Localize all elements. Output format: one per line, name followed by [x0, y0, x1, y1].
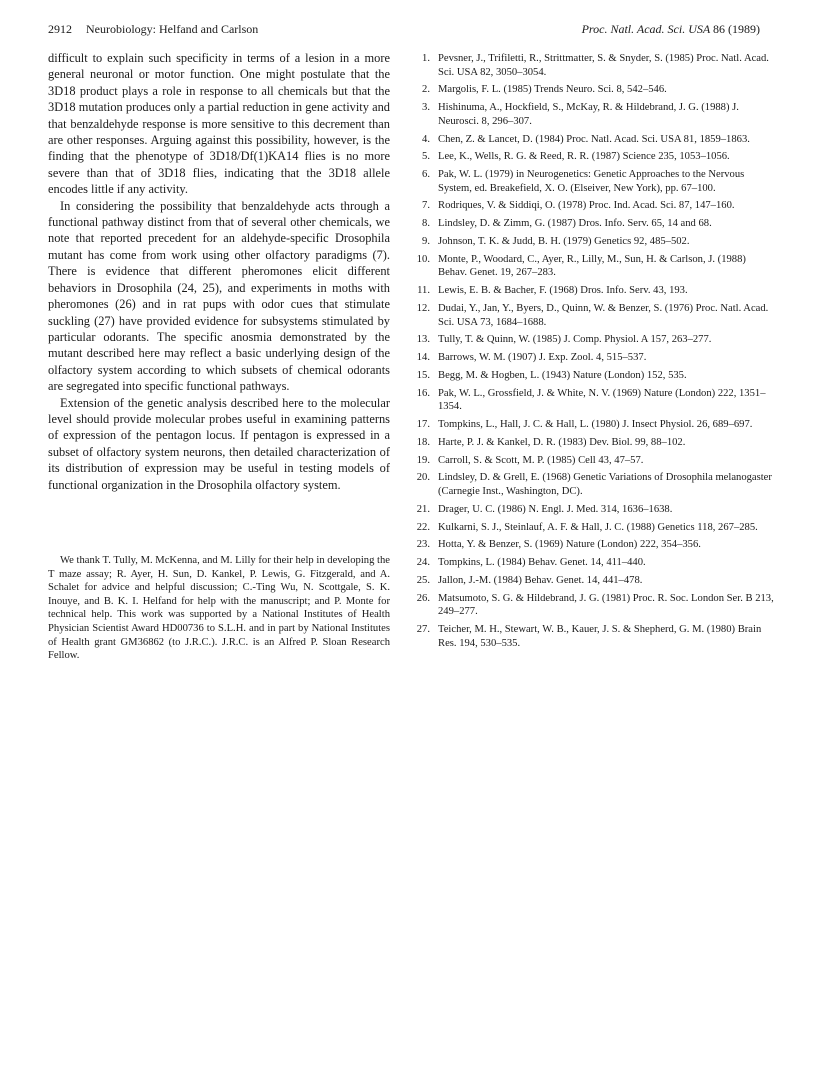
reference-text: Tully, T. & Quinn, W. (1985) J. Comp. Physiol. A 157, 263–277.: [438, 334, 712, 346]
reference-text: Carroll, S. & Scott, M. P. (1985) Cell 43, 47–57.: [438, 454, 644, 466]
reference-number: 2.: [422, 84, 430, 96]
header-left: [48, 22, 258, 37]
reference-text: Margolis, F. L. (1985) Trends Neuro. Sci. 8, 542–546.: [438, 84, 667, 96]
reference-number: 17.: [416, 419, 430, 431]
reference-number: 12.: [416, 302, 430, 314]
reference-number: 21.: [416, 503, 430, 515]
reference-item: [414, 436, 774, 450]
reference-number: 26.: [416, 592, 430, 604]
reference-text: Kulkarni, S. J., Steinlauf, A. F. & Hall, J. C. (1988) Genetics 118, 267–285.: [438, 521, 758, 533]
reference-text: Teicher, M. H., Stewart, W. B., Kauer, J. S. & Shepherd, G. M. (1980) Brain Res. 194, 530–535.: [438, 624, 762, 649]
reference-item: [414, 592, 774, 619]
reference-number: 3.: [422, 102, 430, 114]
reference-text: Lindsley, D. & Grell, E. (1968) Genetic Variations of Drosophila melanogaster (Carnegie Inst., Washington, DC).: [438, 472, 772, 497]
body-paragraph-3: Extension of the genetic analysis described here to the molecular level should provide molecular probes useful in examining patterns of expression of the pentagon locus. If pentagon is expressed in a subset of olfactory system neurons, then detailed characterization of its distribution of expression may be useful in testing models of functional organization in the Drosophila olfactory system.: [48, 395, 390, 492]
reference-text: Pak, W. L. (1979) in Neurogenetics: Genetic Approaches to the Nervous System, ed. Breakefield, X. O. (Elseiver, New York), pp. 67–100.: [438, 169, 745, 194]
reference-number: 19.: [416, 454, 430, 466]
body-paragraph-1: difficult to explain such specificity in terms of a lesion in a more general neuronal or motor function. One might postulate that the 3D18 product plays a role in response to all chemicals but that the 3D18 mutation produces only a partial reduction in gene activity and that benzaldehyde response is more sensitive to this decrement than are other responses. Arguing against this possibility, however, is the finding that the phenotype of 3D18/Df(1)KA14 flies is no more severe than that of 3D18 flies, indicating that the 3D18 allele encodes little if any activity.: [48, 51, 390, 197]
reference-text: Drager, U. C. (1986) N. Engl. J. Med. 314, 1636–1638.: [438, 503, 673, 515]
reference-number: 23.: [416, 539, 430, 551]
reference-item: [414, 574, 774, 588]
reference-item: [414, 538, 774, 552]
reference-number: 16.: [416, 387, 430, 399]
reference-number: 13.: [416, 334, 430, 346]
reference-item: [414, 302, 774, 329]
page-header: [48, 22, 760, 42]
reference-number: 9.: [422, 236, 430, 248]
reference-item: [414, 253, 774, 280]
reference-number: 10.: [416, 253, 430, 265]
reference-item: [414, 521, 774, 535]
reference-number: 15.: [416, 369, 430, 381]
reference-text: Jallon, J.-M. (1984) Behav. Genet. 14, 441–478.: [438, 574, 643, 586]
reference-item: [414, 284, 774, 298]
reference-text: Pak, W. L., Grossfield, J. & White, N. V. (1969) Nature (London) 222, 1351–1354.: [438, 387, 766, 413]
reference-text: Matsumoto, S. G. & Hildebrand, J. G. (1981) Proc. R. Soc. London Ser. B 213, 249–277.: [438, 592, 774, 618]
reference-number: 20.: [416, 472, 430, 484]
acknowledgment-text: We thank T. Tully, M. McKenna, and M. Lilly for their help in developing the T maze assay; R. Ayer, H. Sun, D. Kankel, P. Lewis, G. Fitzgerald, and A. Schalet for advice and helpful discussion; C.-Ting Wu, N. Scottgale, S. K. Inouye, and B. K. I. Helfand for help with the manuscript; and P. Monte for technical help. This work was supported by a National Institutes of Health Physician Scientist Award HD00736 to S.L.H. and in part by National Institutes of Health grant GM36862 (to J.R.C.). J.R.C. is an Alfred P. Sloan Research Fellow.: [48, 555, 390, 662]
reference-number: 24.: [416, 557, 430, 569]
reference-text: Begg, M. & Hogben, L. (1943) Nature (London) 152, 535.: [438, 369, 687, 381]
reference-item: [414, 556, 774, 570]
reference-item: [414, 150, 774, 164]
reference-item: [414, 217, 774, 231]
reference-item: [414, 52, 774, 79]
reference-item: [414, 471, 774, 498]
reference-text: Monte, P., Woodard, C., Ayer, R., Lilly, M., Sun, H. & Carlson, J. (1988) Behav. Genet. 19, 267–283.: [438, 253, 746, 279]
reference-number: 14.: [416, 352, 430, 364]
reference-number: 22.: [416, 521, 430, 533]
reference-number: 5.: [422, 151, 430, 163]
reference-text: Hotta, Y. & Benzer, S. (1969) Nature (London) 222, 354–356.: [438, 539, 701, 551]
reference-item: [414, 101, 774, 128]
reference-item: [414, 235, 774, 249]
page-number: 2912: [48, 22, 72, 36]
body-paragraph-2: In considering the possibility that benzaldehyde acts through a functional pathway distinct from that of several other chemicals, we note that reported precedent for an aldehyde-specific Drosophila mutant has come from work using other olfactory paradigms (7). There is evidence that different pheromones elicit different behaviors in Drosophila (24, 25), and experiments in moths with pheromones (26) and in rat pups with odor cues that stimulate suckling (27) have provided evidence for subsystems stimulated by particular odorants. The specific anosmia demonstrated by the mutant described here may reflect a basic underlying design of the olfactory system according to which subsets of chemical odorants are segregated into specific functional pathways.: [48, 198, 390, 394]
reference-number: 18.: [416, 436, 430, 448]
reference-item: [414, 83, 774, 97]
reference-number: 1.: [422, 53, 430, 64]
reference-list: [414, 52, 774, 654]
reference-item: [414, 503, 774, 517]
reference-number: 4.: [422, 133, 430, 145]
reference-number: 11.: [417, 285, 430, 297]
reference-text: Harte, P. J. & Kankel, D. R. (1983) Dev. Biol. 99, 88–102.: [438, 436, 686, 448]
reference-item: [414, 418, 774, 432]
reference-item: [414, 351, 774, 365]
reference-text: Lee, K., Wells, R. G. & Reed, R. R. (1987) Science 235, 1053–1056.: [438, 151, 730, 163]
acknowledgments: [48, 554, 390, 663]
reference-item: [414, 454, 774, 468]
running-title: Neurobiology: Helfand and Carlson: [86, 22, 259, 36]
reference-text: Rodriques, V. & Siddiqi, O. (1978) Proc. Ind. Acad. Sci. 87, 147–160.: [438, 200, 735, 212]
reference-item: [414, 133, 774, 147]
journal-volume: 86 (1989): [713, 22, 760, 36]
reference-number: 7.: [422, 200, 430, 212]
reference-number: 8.: [422, 218, 430, 230]
reference-item: [414, 623, 774, 650]
reference-text: Dudai, Y., Jan, Y., Byers, D., Quinn, W. & Benzer, S. (1976) Proc. Natl. Acad. Sci. USA 73, 1684–1688.: [438, 302, 769, 328]
body-text-column: [48, 50, 390, 493]
reference-text: Hishinuma, A., Hockfield, S., McKay, R. & Hildebrand, J. G. (1988) J. Neurosci. 8, 296–307.: [438, 102, 739, 127]
reference-text: Johnson, T. K. & Judd, B. H. (1979) Genetics 92, 485–502.: [438, 236, 690, 248]
reference-item: [414, 168, 774, 195]
header-right: [582, 22, 760, 37]
reference-item: [414, 333, 774, 347]
reference-number: 6.: [422, 169, 430, 181]
reference-text: Lindsley, D. & Zimm, G. (1987) Dros. Info. Serv. 65, 14 and 68.: [438, 218, 712, 230]
reference-text: Lewis, E. B. & Bacher, F. (1968) Dros. Info. Serv. 43, 193.: [438, 285, 688, 297]
reference-text: Barrows, W. M. (1907) J. Exp. Zool. 4, 515–537.: [438, 352, 647, 364]
reference-number: 25.: [416, 574, 430, 586]
reference-text: Chen, Z. & Lancet, D. (1984) Proc. Natl. Acad. Sci. USA 81, 1859–1863.: [438, 133, 750, 145]
reference-text: Tompkins, L. (1984) Behav. Genet. 14, 411–440.: [438, 557, 646, 569]
reference-number: 27.: [416, 624, 430, 636]
reference-item: [414, 387, 774, 414]
reference-text: Pevsner, J., Trifiletti, R., Strittmatter, S. & Snyder, S. (1985) Proc. Natl. Acad. Sci. USA 82, 3050–3054.: [438, 53, 769, 78]
reference-item: [414, 369, 774, 383]
journal-name: Proc. Natl. Acad. Sci. USA: [581, 22, 710, 36]
reference-item: [414, 199, 774, 213]
reference-text: Tompkins, L., Hall, J. C. & Hall, L. (1980) J. Insect Physiol. 26, 689–697.: [438, 419, 753, 431]
